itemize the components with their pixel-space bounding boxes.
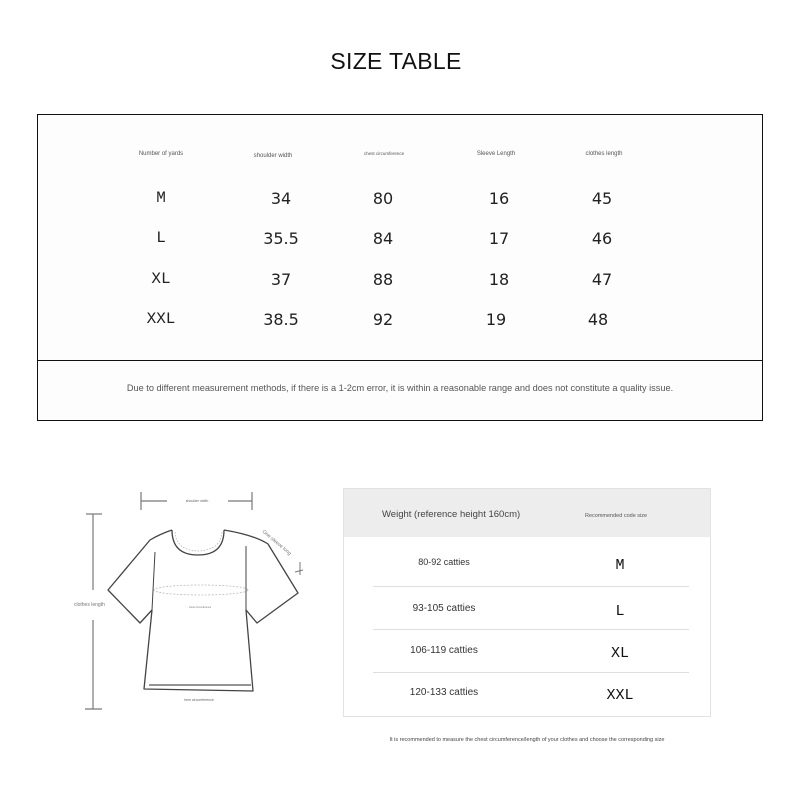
cell-length: 46	[591, 229, 613, 248]
divider	[373, 586, 689, 587]
tshirt-diagram	[60, 480, 320, 720]
cell-length: 45	[591, 189, 613, 208]
weight-range: 80-92 catties	[418, 557, 470, 567]
hem-label: hem circumference	[184, 698, 214, 702]
divider	[373, 629, 689, 630]
header-sleeve: Sleeve Length	[476, 151, 516, 157]
table-row	[38, 310, 762, 340]
cell-shoulder: 35.5	[263, 229, 299, 248]
recommended-size: XL	[610, 645, 630, 662]
chest-label: chest circumference	[188, 606, 212, 609]
cell-size: XL	[151, 270, 171, 288]
cell-shoulder: 38.5	[263, 310, 299, 329]
divider	[373, 672, 689, 673]
table-row	[38, 189, 762, 219]
cell-sleeve: 16	[488, 189, 510, 208]
weight-table-header	[344, 489, 710, 537]
cell-shoulder: 37	[270, 270, 292, 289]
cell-sleeve: 18	[488, 270, 510, 289]
tshirt-icon	[60, 480, 320, 720]
cell-shoulder: 34	[270, 189, 292, 208]
cell-chest: 88	[372, 270, 394, 289]
cell-sleeve: 19	[485, 310, 507, 329]
recommended-size: L	[615, 603, 625, 620]
cell-size: M	[156, 189, 166, 207]
shoulder-label: shoulder width	[185, 499, 209, 503]
footnote: It is recommended to measure the chest circumference/length of your clothes and choose the corresponding size	[389, 737, 665, 743]
header-recommended-size: Recommended code size	[585, 513, 648, 519]
length-label: clothes length	[74, 602, 105, 608]
weight-range: 120-133 catties	[409, 687, 479, 698]
cell-chest: 92	[372, 310, 394, 329]
header-shoulder: shoulder width	[253, 153, 293, 159]
cell-length: 48	[587, 310, 609, 329]
cell-length: 47	[591, 270, 613, 289]
recommended-size: M	[615, 557, 625, 574]
page-title: SIZE TABLE	[330, 48, 462, 74]
sleeve-label: One sleeve long	[260, 528, 293, 557]
weight-range: 106-119 catties	[410, 645, 478, 656]
cell-size: L	[156, 229, 166, 247]
header-chest: chest circumference	[363, 151, 405, 156]
recommended-size: XXL	[606, 687, 634, 704]
cell-chest: 84	[372, 229, 394, 248]
cell-sleeve: 17	[488, 229, 510, 248]
cell-size: XXL	[146, 310, 176, 328]
header-size: Number of yards	[138, 151, 184, 157]
divider	[38, 360, 762, 361]
measurement-note: Due to different measurement methods, if there is a 1-2cm error, it is within a reasonable range and does not constitute a quality issue.	[126, 383, 674, 393]
table-row	[38, 229, 762, 259]
header-weight: Weight (reference height 160cm)	[382, 509, 521, 520]
weight-table	[343, 488, 711, 717]
cell-chest: 80	[372, 189, 394, 208]
weight-range: 93-105 catties	[412, 603, 476, 614]
header-length: clothes length	[585, 151, 623, 157]
size-table	[37, 114, 763, 421]
table-row	[38, 270, 762, 300]
